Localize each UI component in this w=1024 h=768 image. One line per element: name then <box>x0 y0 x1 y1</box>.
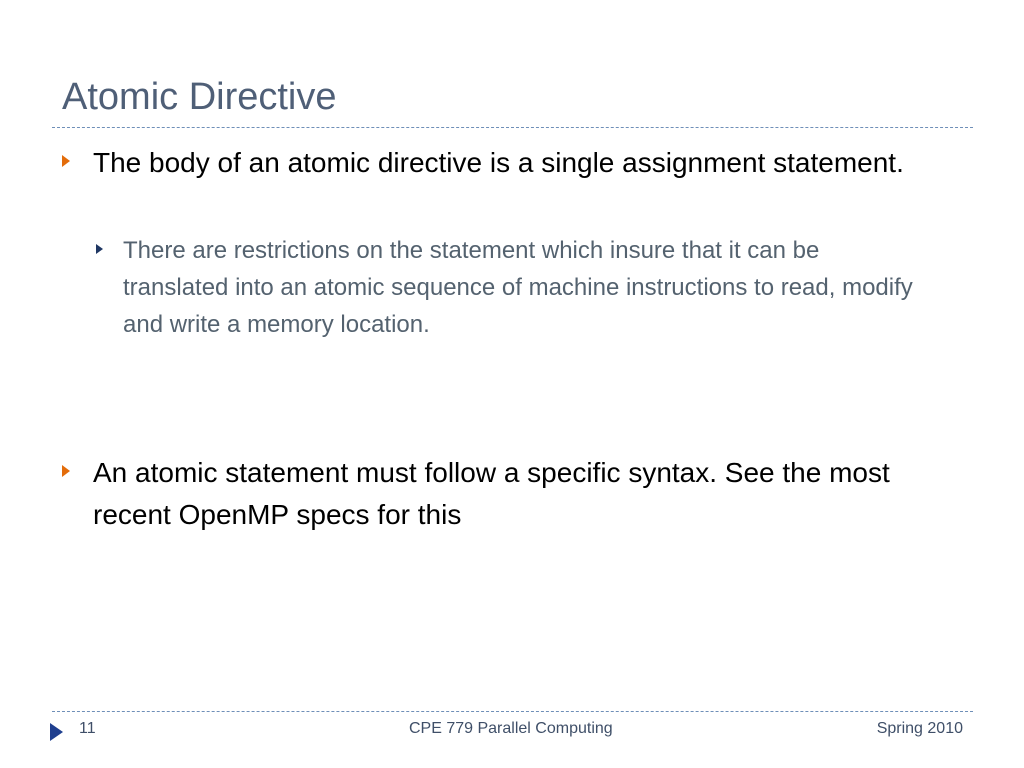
footer-course: CPE 779 Parallel Computing <box>409 720 613 737</box>
bullet-2 <box>62 452 942 536</box>
bullet-1-text: The body of an atomic directive is a single assignment statement. <box>93 147 904 178</box>
sub-bullet-1-text: There are restrictions on the statement which insure that it can be translated into an atomic sequence of machine instructions to read, modify and write a memory location. <box>123 237 913 338</box>
bullet-1 <box>62 142 942 184</box>
slide-title: Atomic Directive <box>62 76 337 118</box>
footer-date: Spring 2010 <box>876 720 963 737</box>
caret-right-icon <box>62 155 70 167</box>
bullet-2-text: An atomic statement must follow a specific syntax. See the most recent OpenMP specs for this <box>93 457 890 530</box>
slide-number: 11 <box>79 720 96 737</box>
caret-right-icon <box>96 244 103 254</box>
caret-right-icon <box>62 465 70 477</box>
play-triangle-icon <box>50 723 63 741</box>
title-divider <box>52 127 973 128</box>
footer-divider <box>52 711 973 712</box>
sub-bullet-1 <box>96 232 926 343</box>
